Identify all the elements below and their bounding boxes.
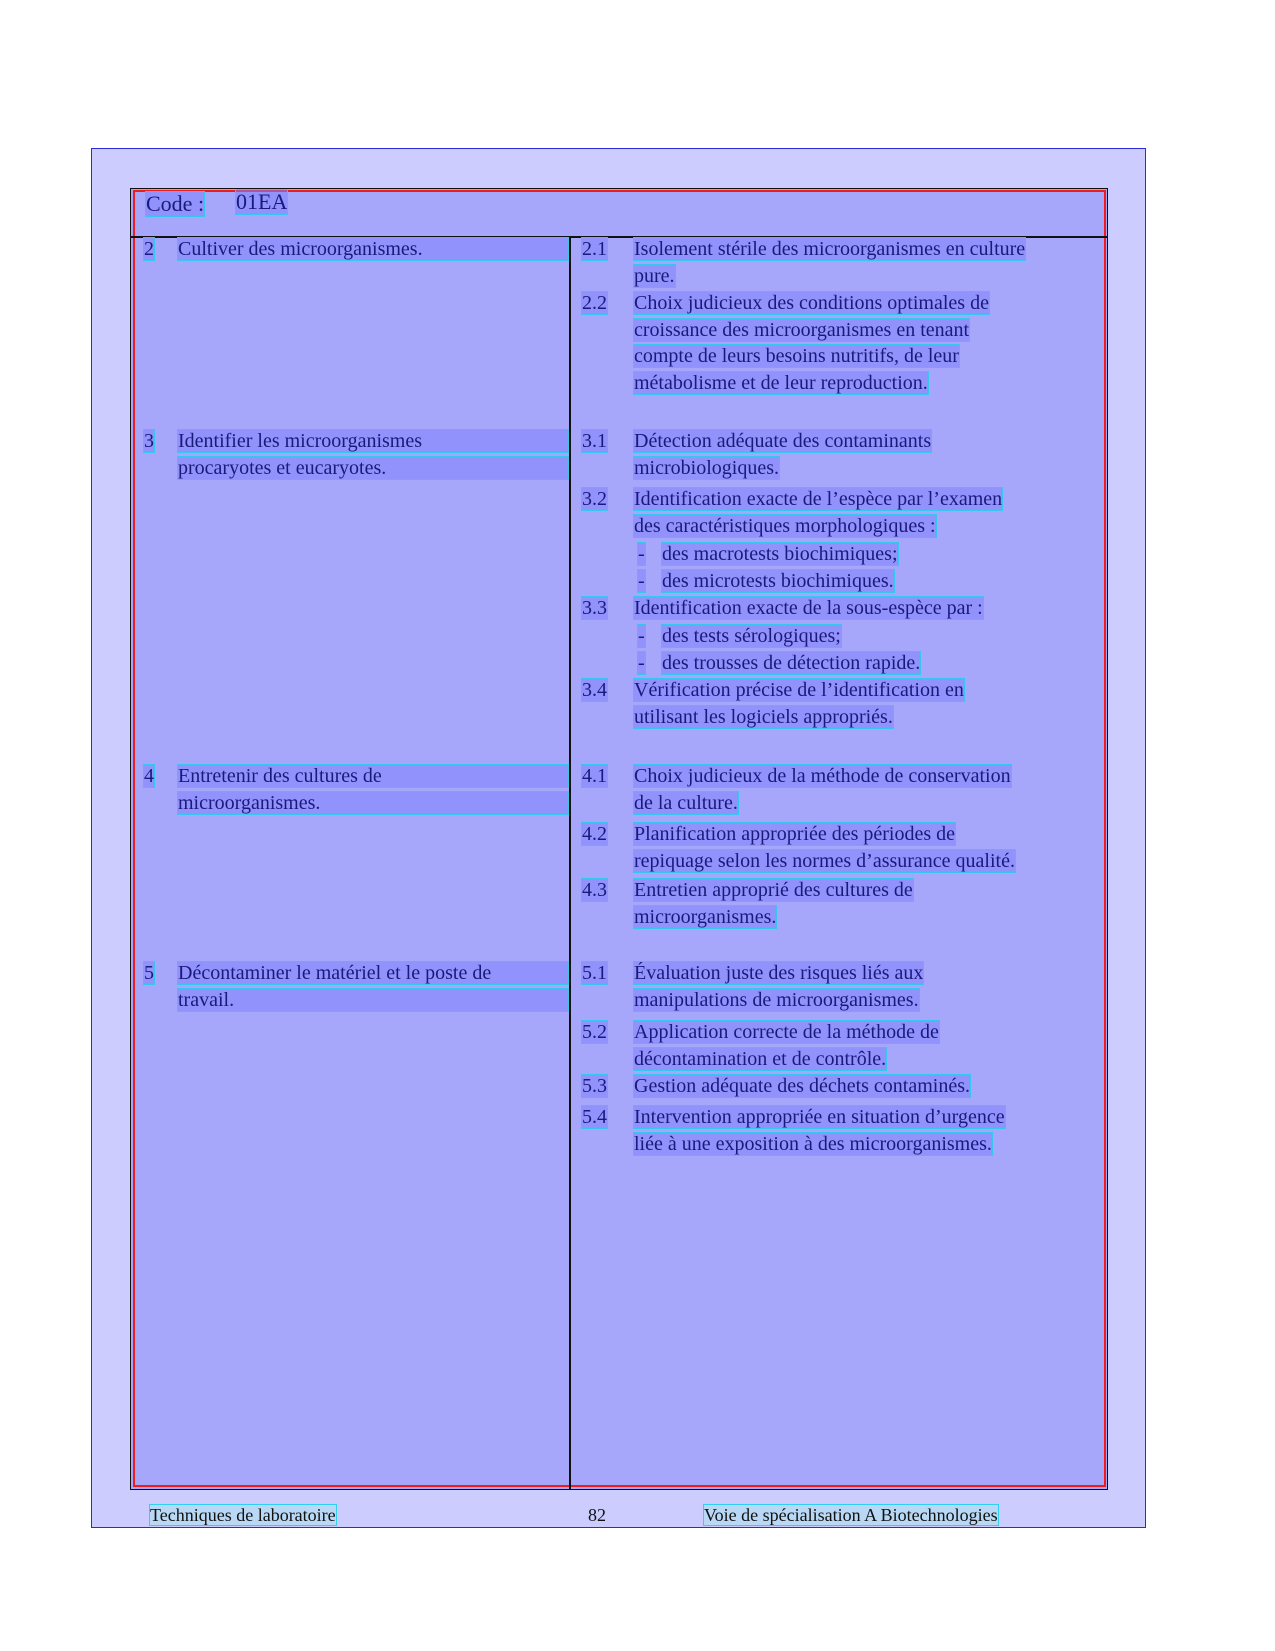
criterion-text: Isolement stérile des microorganismes en culture — [634, 238, 1026, 260]
criterion-bullet: - — [638, 625, 645, 647]
code-label: Code : — [146, 191, 205, 216]
criterion-text: de la culture. — [634, 791, 738, 814]
competency-number: 2 — [144, 238, 154, 260]
criterion-bullet: - — [638, 652, 645, 674]
criterion-text: Application correcte de la méthode de — [634, 1021, 939, 1043]
criterion-text: manipulations de microorganismes. — [634, 988, 919, 1011]
criterion-text: Évaluation juste des risques liés aux — [634, 962, 924, 984]
criterion-number: 3.1 — [582, 430, 607, 452]
competency-text: microorganismes. — [178, 792, 568, 814]
competency-number: 4 — [144, 765, 154, 787]
criterion-number: 3.3 — [582, 597, 607, 619]
criterion-text: des caractéristiques morphologiques : — [634, 514, 936, 537]
criterion-number: 4.3 — [582, 879, 607, 901]
criterion-text: microbiologiques. — [634, 456, 779, 479]
criterion-number: 2.1 — [582, 238, 607, 260]
criterion-text: Intervention appropriée en situation d’urgence — [634, 1106, 1005, 1128]
competency-text: travail. — [178, 989, 568, 1011]
footer-specialisation: Voie de spécialisation A Biotechnologies — [704, 1505, 998, 1525]
criterion-text: croissance des microorganismes en tenant — [634, 318, 970, 341]
criterion-number: 5.1 — [582, 962, 607, 984]
criterion-subitem: des trousses de détection rapide. — [662, 652, 921, 674]
criterion-text: Identification exacte de l’espèce par l’examen — [634, 488, 1003, 510]
criterion-number: 5.4 — [582, 1106, 607, 1128]
criterion-text: décontamination et de contrôle. — [634, 1047, 887, 1070]
competency-table — [130, 188, 1108, 1490]
criterion-text: Entretien approprié des cultures de — [634, 879, 913, 901]
footer-program: Techniques de laboratoire — [150, 1505, 336, 1525]
criterion-text: Planification appropriée des périodes de — [634, 823, 955, 845]
competency-text: Entretenir des cultures de — [178, 765, 568, 787]
criterion-number: 2.2 — [582, 292, 607, 314]
criterion-text: Vérification précise de l’identification en — [634, 679, 964, 701]
criterion-text: repiquage selon les normes d’assurance qualité. — [634, 849, 1015, 872]
criterion-number: 5.2 — [582, 1021, 607, 1043]
competency-text: Cultiver des microorganismes. — [178, 238, 568, 260]
column-divider — [569, 237, 571, 1490]
criterion-subitem: des microtests biochimiques. — [662, 570, 894, 592]
footer-page-number: 82 — [588, 1505, 606, 1525]
criterion-subitem: des tests sérologiques; — [662, 625, 841, 647]
competency-text: Décontaminer le matériel et le poste de — [178, 962, 568, 984]
criterion-bullet: - — [638, 543, 645, 565]
criterion-text: métabolisme et de leur reproduction. — [634, 371, 928, 394]
criterion-text: microorganismes. — [634, 905, 777, 928]
criterion-text: Gestion adéquate des déchets contaminés. — [634, 1075, 970, 1097]
criterion-number: 4.1 — [582, 765, 607, 787]
criterion-number: 3.4 — [582, 679, 607, 701]
criterion-number: 5.3 — [582, 1075, 607, 1097]
competency-number: 5 — [144, 962, 154, 984]
competency-number: 3 — [144, 430, 154, 452]
competency-text: Identifier les microorganismes — [178, 430, 568, 452]
criterion-number: 4.2 — [582, 823, 607, 845]
criterion-text: Détection adéquate des contaminants — [634, 430, 932, 452]
criterion-subitem: des macrotests biochimiques; — [662, 543, 898, 565]
criterion-text: utilisant les logiciels appropriés. — [634, 705, 893, 728]
criterion-text: Identification exacte de la sous-espèce par : — [634, 597, 983, 619]
criterion-number: 3.2 — [582, 488, 607, 510]
criterion-text: Choix judicieux des conditions optimales de — [634, 292, 989, 314]
criterion-text: compte de leurs besoins nutritifs, de leur — [634, 345, 959, 367]
competency-text: procaryotes et eucaryotes. — [178, 457, 568, 479]
criterion-text: liée à une exposition à des microorganismes. — [634, 1132, 992, 1155]
code-value: 01EA — [236, 189, 288, 214]
criterion-text: pure. — [634, 264, 675, 287]
criterion-text: Choix judicieux de la méthode de conservation — [634, 765, 1011, 787]
criterion-bullet: - — [638, 570, 645, 592]
